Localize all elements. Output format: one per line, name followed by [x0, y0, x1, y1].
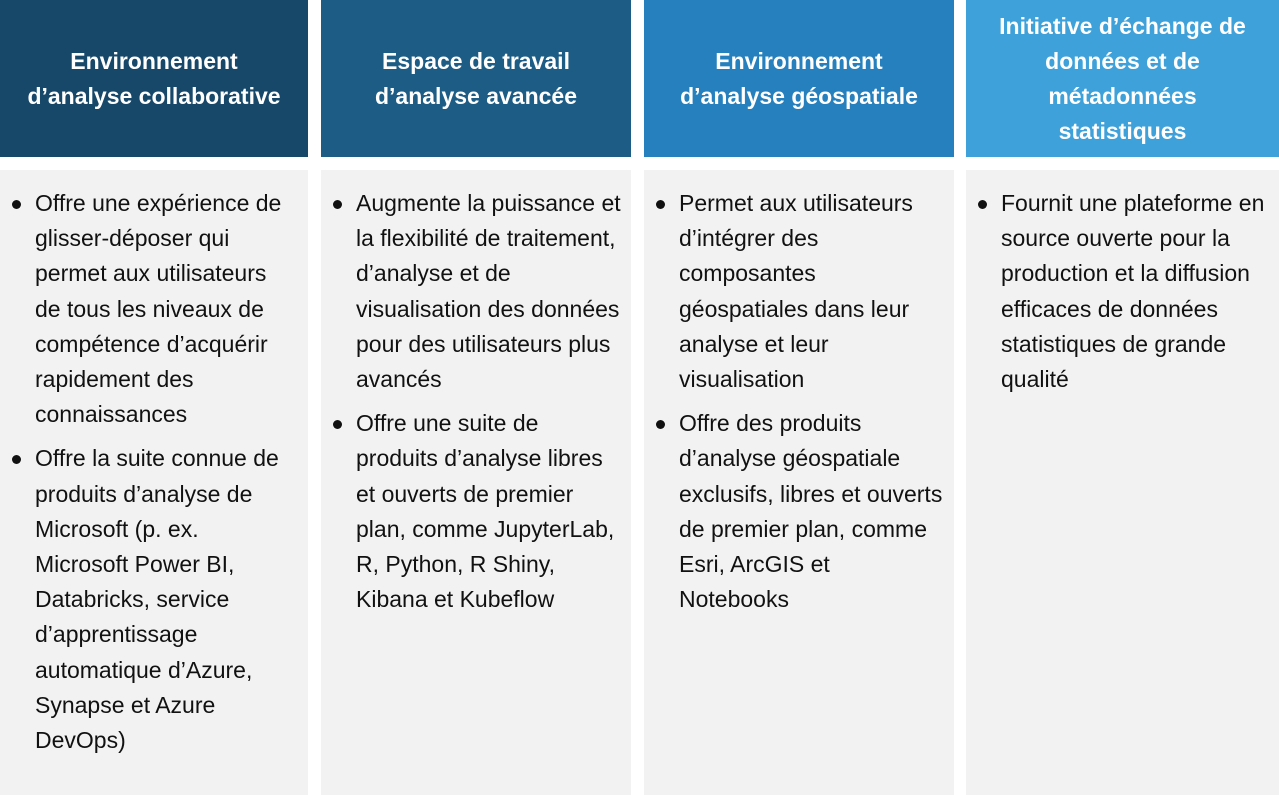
column-title: Initiative d’échange de données et de métadonnées statistiques	[999, 12, 1246, 144]
bullet-item: Offre des produits d’analyse géospatiale exclusifs, libres et ouverts de premier plan, comme Esri, ArcGIS et Notebooks	[654, 406, 944, 617]
column-header	[321, 0, 631, 157]
column-header	[966, 0, 1279, 157]
bullet-list	[10, 186, 298, 758]
column-geospatial-analysis	[644, 0, 954, 795]
column-advanced-analytics	[321, 0, 631, 795]
bullet-list	[654, 186, 944, 617]
bullet-item: Fournit une plateforme en source ouverte pour la production et la diffusion efficaces de données statistiques de grande qualité	[976, 186, 1269, 397]
column-header	[644, 0, 954, 157]
bullet-list	[331, 186, 621, 617]
bullet-item: Offre une suite de produits d’analyse libres et ouverts de premier plan, comme JupyterLab, R, Python, R Shiny, Kibana et Kubeflow	[331, 406, 621, 617]
bullet-list	[976, 186, 1269, 397]
column-title: Espace de travail d’analyse avancée	[374, 47, 578, 109]
bullet-item: Offre une expérience de glisser-déposer qui permet aux utilisateurs de tous les niveaux de compétence d’acquérir rapidement des connaissances	[10, 186, 298, 432]
bullet-item: Permet aux utilisateurs d’intégrer des composantes géospatiales dans leur analyse et leur visualisation	[654, 186, 944, 397]
column-header	[0, 0, 308, 157]
column-sdmx-initiative	[966, 0, 1279, 795]
column-body	[0, 170, 308, 795]
column-body	[321, 170, 631, 795]
column-body	[644, 170, 954, 795]
bullet-item: Augmente la puissance et la flexibilité de traitement, d’analyse et de visualisation des données pour des utilisateurs plus avancés	[331, 186, 621, 397]
bullet-item: Offre la suite connue de produits d’analyse de Microsoft (p. ex. Microsoft Power BI, Databricks, service d’apprentissage automatique d’Azure, Synapse et Azure DevOps)	[10, 441, 298, 758]
column-title: Environnement d’analyse géospatiale	[680, 47, 918, 109]
column-title: Environnement d’analyse collaborative	[27, 47, 281, 109]
column-collaborative-analysis	[0, 0, 308, 795]
column-body	[966, 170, 1279, 795]
